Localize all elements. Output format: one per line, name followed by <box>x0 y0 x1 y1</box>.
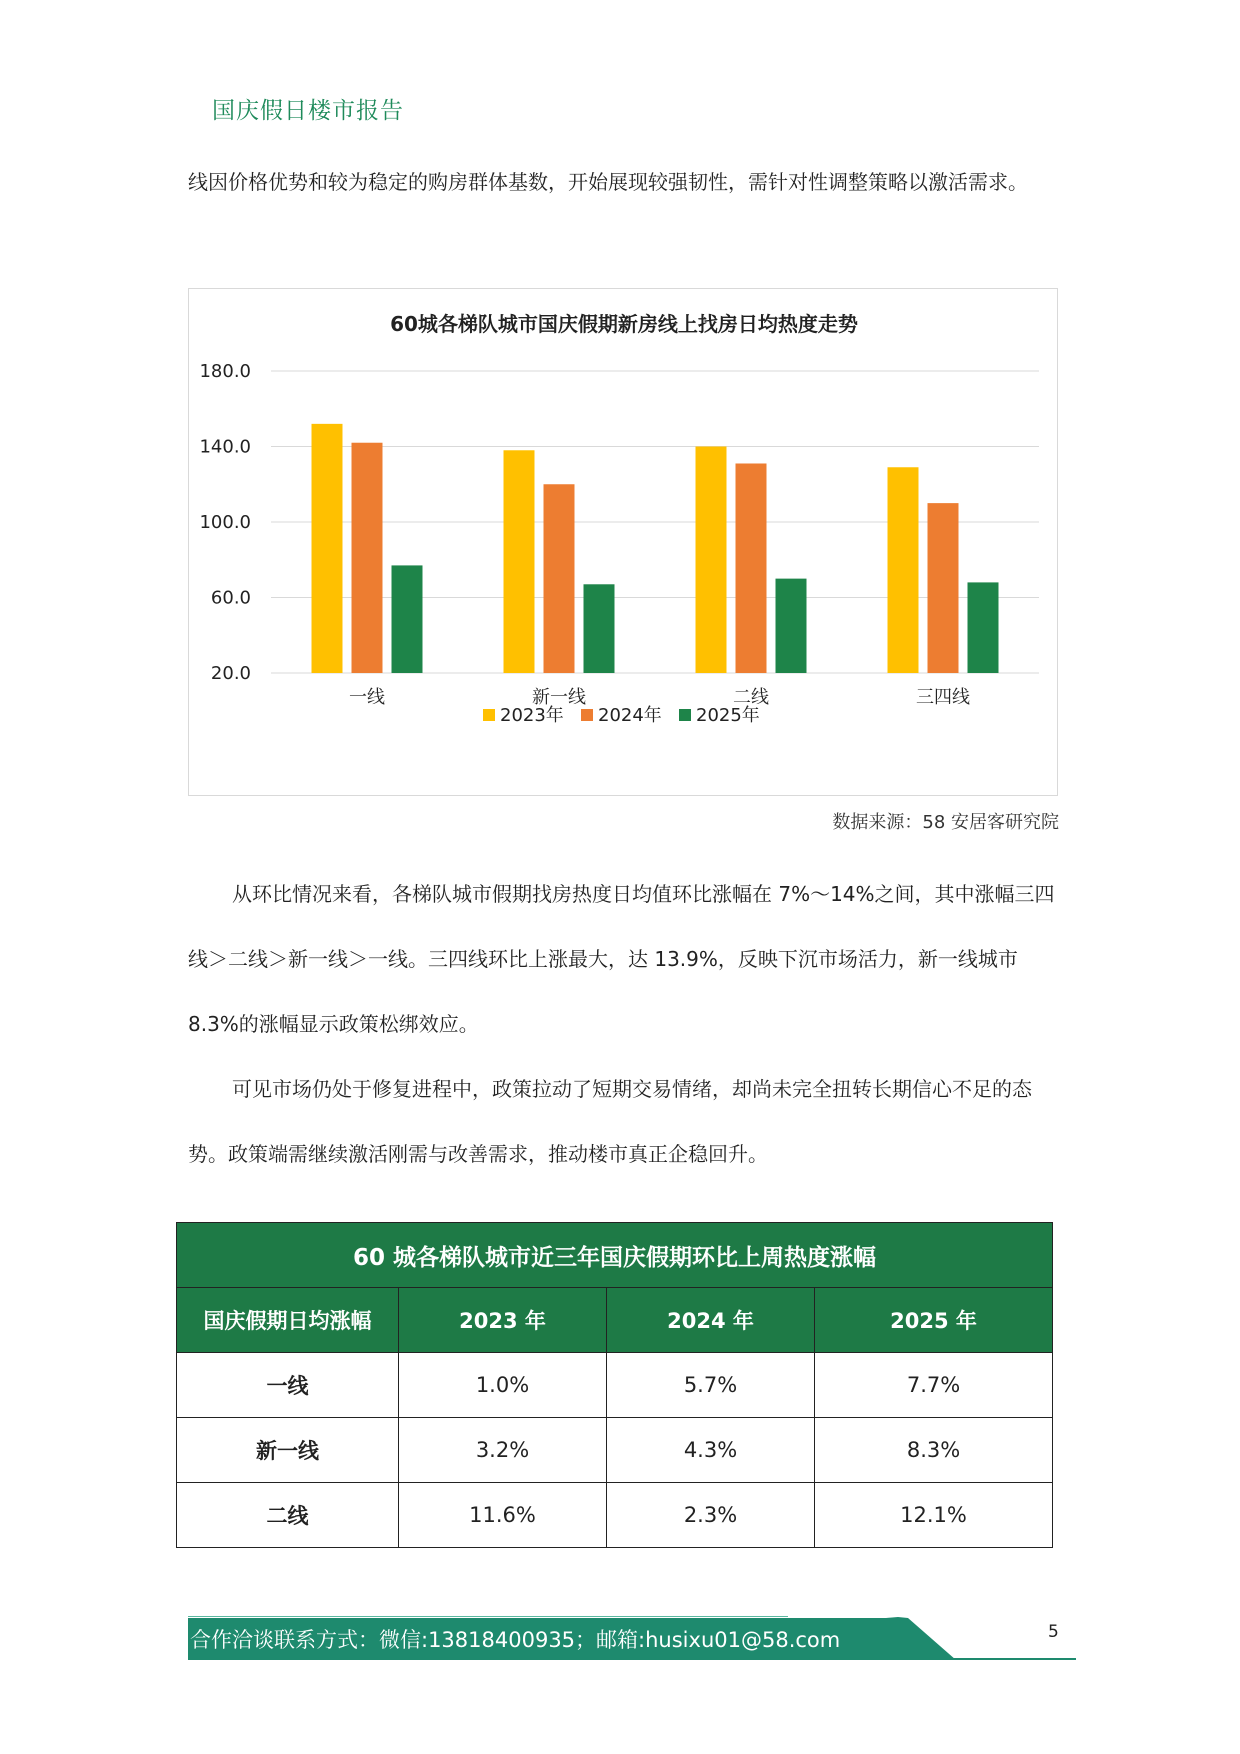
bar <box>352 443 383 673</box>
table-cell: 3.2% <box>399 1418 607 1483</box>
table-cell: 4.3% <box>607 1418 815 1483</box>
table-cell: 1.0% <box>399 1353 607 1418</box>
bar <box>968 582 999 673</box>
bar <box>696 447 727 674</box>
x-category-label: 三四线 <box>916 687 970 708</box>
table-caption: 60 城各梯队城市近三年国庆假期环比上周热度涨幅 <box>177 1223 1053 1288</box>
table-header-cell: 2023 年 <box>399 1288 607 1353</box>
table-cell: 7.7% <box>815 1353 1053 1418</box>
bar <box>776 579 807 673</box>
y-tick-label: 140.0 <box>199 436 251 458</box>
report-header-title: 国庆假日楼市报告 <box>212 98 404 124</box>
bar <box>928 503 959 673</box>
legend-label: 2023年 <box>500 705 564 726</box>
table-header-cell: 国庆假期日均涨幅 <box>177 1288 399 1353</box>
paragraph-conclusion: 可见市场仍处于修复进程中，政策拉动了短期交易情绪，却尚未完全扭转长期信心不足的态势。政策端需继续激活刚需与改善需求，推动楼市真正企稳回升。 <box>188 1077 1032 1166</box>
bar <box>736 463 767 673</box>
bar <box>584 584 615 673</box>
table-header-cell: 2025 年 <box>815 1288 1053 1353</box>
x-category-label: 新一线 <box>532 687 586 708</box>
growth-table <box>176 1222 1053 1548</box>
x-category-label: 二线 <box>733 687 769 708</box>
bar-chart-container <box>188 288 1058 796</box>
table-header-cell: 2024 年 <box>607 1288 815 1353</box>
y-tick-label: 100.0 <box>199 512 251 533</box>
bar <box>392 565 423 673</box>
table-row <box>177 1418 1053 1483</box>
table-cell: 5.7% <box>607 1353 815 1418</box>
table-row-label: 新一线 <box>177 1418 399 1483</box>
footer-contact: 合作洽谈联系方式：微信:13818400935；邮箱:husixu01@58.com <box>190 1628 841 1652</box>
page-number: 5 <box>1048 1622 1059 1642</box>
bar-chart <box>189 289 1059 797</box>
bar <box>312 424 343 673</box>
table-cell: 8.3% <box>815 1418 1053 1483</box>
table-row <box>177 1353 1053 1418</box>
table-row-label: 二线 <box>177 1483 399 1548</box>
legend-label: 2024年 <box>598 705 662 726</box>
y-tick-label: 180.0 <box>199 361 251 382</box>
x-category-label: 一线 <box>349 687 385 708</box>
table-cell: 12.1% <box>815 1483 1053 1548</box>
legend-swatch <box>581 709 593 721</box>
legend-swatch <box>679 709 691 721</box>
y-tick-label: 60.0 <box>210 587 251 609</box>
legend-label: 2025年 <box>696 705 760 726</box>
bar <box>504 450 535 673</box>
table-cell: 11.6% <box>399 1483 607 1548</box>
table-row-label: 一线 <box>177 1353 399 1418</box>
bar <box>544 484 575 673</box>
legend-swatch <box>483 709 495 721</box>
table-cell: 2.3% <box>607 1483 815 1548</box>
bar <box>888 467 919 673</box>
chart-title: 60城各梯队城市国庆假期新房线上找房日均热度走势 <box>390 312 858 336</box>
table-row <box>177 1483 1053 1548</box>
y-tick-label: 20.0 <box>210 663 251 684</box>
paragraph-intro: 线因价格优势和较为稳定的购房群体基数，开始展现较强韧性，需针对性调整策略以激活需求。 <box>188 170 1028 194</box>
data-source-note: 数据来源：58 安居客研究院 <box>832 812 1059 833</box>
paragraph-analysis: 从环比情况来看，各梯队城市假期找房热度日均值环比涨幅在 7%～14%之间，其中涨幅三四线＞二线＞新一线＞一线。三四线环比上涨最大，达 13.9%，反映下沉市场活力，新一线城市 8.3%的涨幅显示政策松绑效应。 <box>188 882 1055 1036</box>
